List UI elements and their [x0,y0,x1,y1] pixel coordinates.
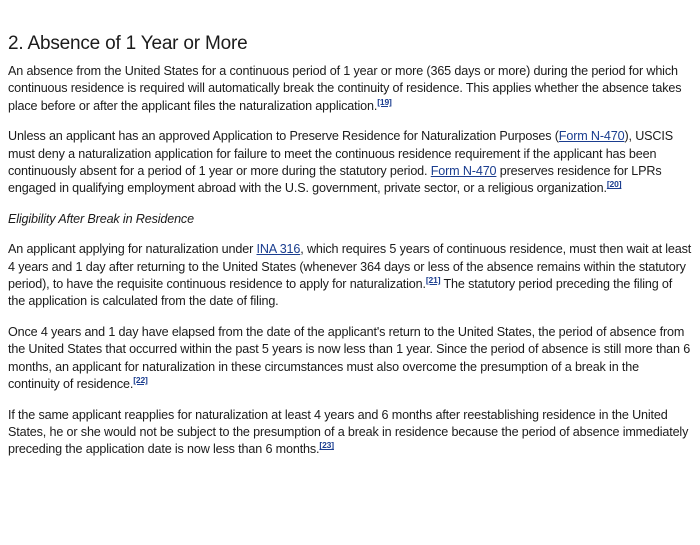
paragraph-4 [8,324,692,394]
paragraph-1-text: An absence from the United States for a continuous period of 1 year or more (365 days or more) during the period for which continuous residence is required will automatically break the continuity of residence. This applies whether the absence takes place before or after the applicant files the naturalization application. [8,64,682,113]
footnote-23-link[interactable]: [23] [319,440,334,451]
paragraph-3-text-2: , which requires 5 years of continuous residence, must then wait at least 4 years and 1 day after returning to the United States (whenever 364 days or less of the absence remains within the statutory period), to have the requisite continuous residence to apply for naturalization. [8,242,692,292]
paragraph-3-text-3: The statutory period preceding the filing of the application is calculated from the date of filing. [8,277,673,309]
footnote-23[interactable] [319,440,334,450]
paragraph-5 [8,407,692,459]
footnote-20-link[interactable]: [20] [606,179,622,190]
footnote-19[interactable] [377,97,392,107]
paragraph-2-text-3: preserves residence for LPRs engaged in qualifying employment abroad with the U.S. government, private sector, or a religious organization. [8,164,662,196]
footnote-22-link[interactable]: [22] [133,375,148,386]
paragraph-2-text-1: Unless an applicant has an approved Application to Preserve Residence for Naturalization Purposes ( [8,129,559,144]
footnote-19-link[interactable]: [19] [377,96,392,107]
ina-316-link[interactable]: INA 316 [256,242,301,257]
paragraph-4-text: Once 4 years and 1 day have elapsed from the date of the applicant's return to the United States, the period of absence from the United States that occurred within the past 5 years is now less than 1 year. Since the period of absence is still more than 6 months, an applicant for naturalization in these circumstances must also overcome the presumption of a break in the continuity of residence. [8,324,691,392]
section-heading: 2. Absence of 1 Year or More [8,33,248,54]
paragraph-5-text: If the same applicant reapplies for naturalization at least 4 years and 6 months after reestablishing residence in the United States, he or she would not be subject to the presumption of a break in residence because the period of absence immediately preceding the application date is now less than 6 months. [8,407,689,457]
paragraph-3-text-1: An applicant applying for naturalization under [8,242,257,257]
paragraph-2-text-2: ), USCIS must deny a naturalization application for failure to meet the continuous residence requirement if the applicant has been continuously absent for a period of 1 year or more during the statutory period. [8,129,673,179]
form-n470-link-2[interactable]: Form N-470 [430,164,497,179]
footnote-21[interactable] [426,275,441,285]
paragraph-2 [8,128,692,198]
footnote-21-link[interactable]: [21] [425,275,441,286]
footnote-22[interactable] [133,375,148,385]
form-n470-link-1[interactable]: Form N-470 [558,129,625,144]
subheading-eligibility: Eligibility After Break in Residence [8,211,194,226]
paragraph-1 [8,63,692,115]
paragraph-3 [8,241,692,311]
footnote-20[interactable] [607,179,622,189]
